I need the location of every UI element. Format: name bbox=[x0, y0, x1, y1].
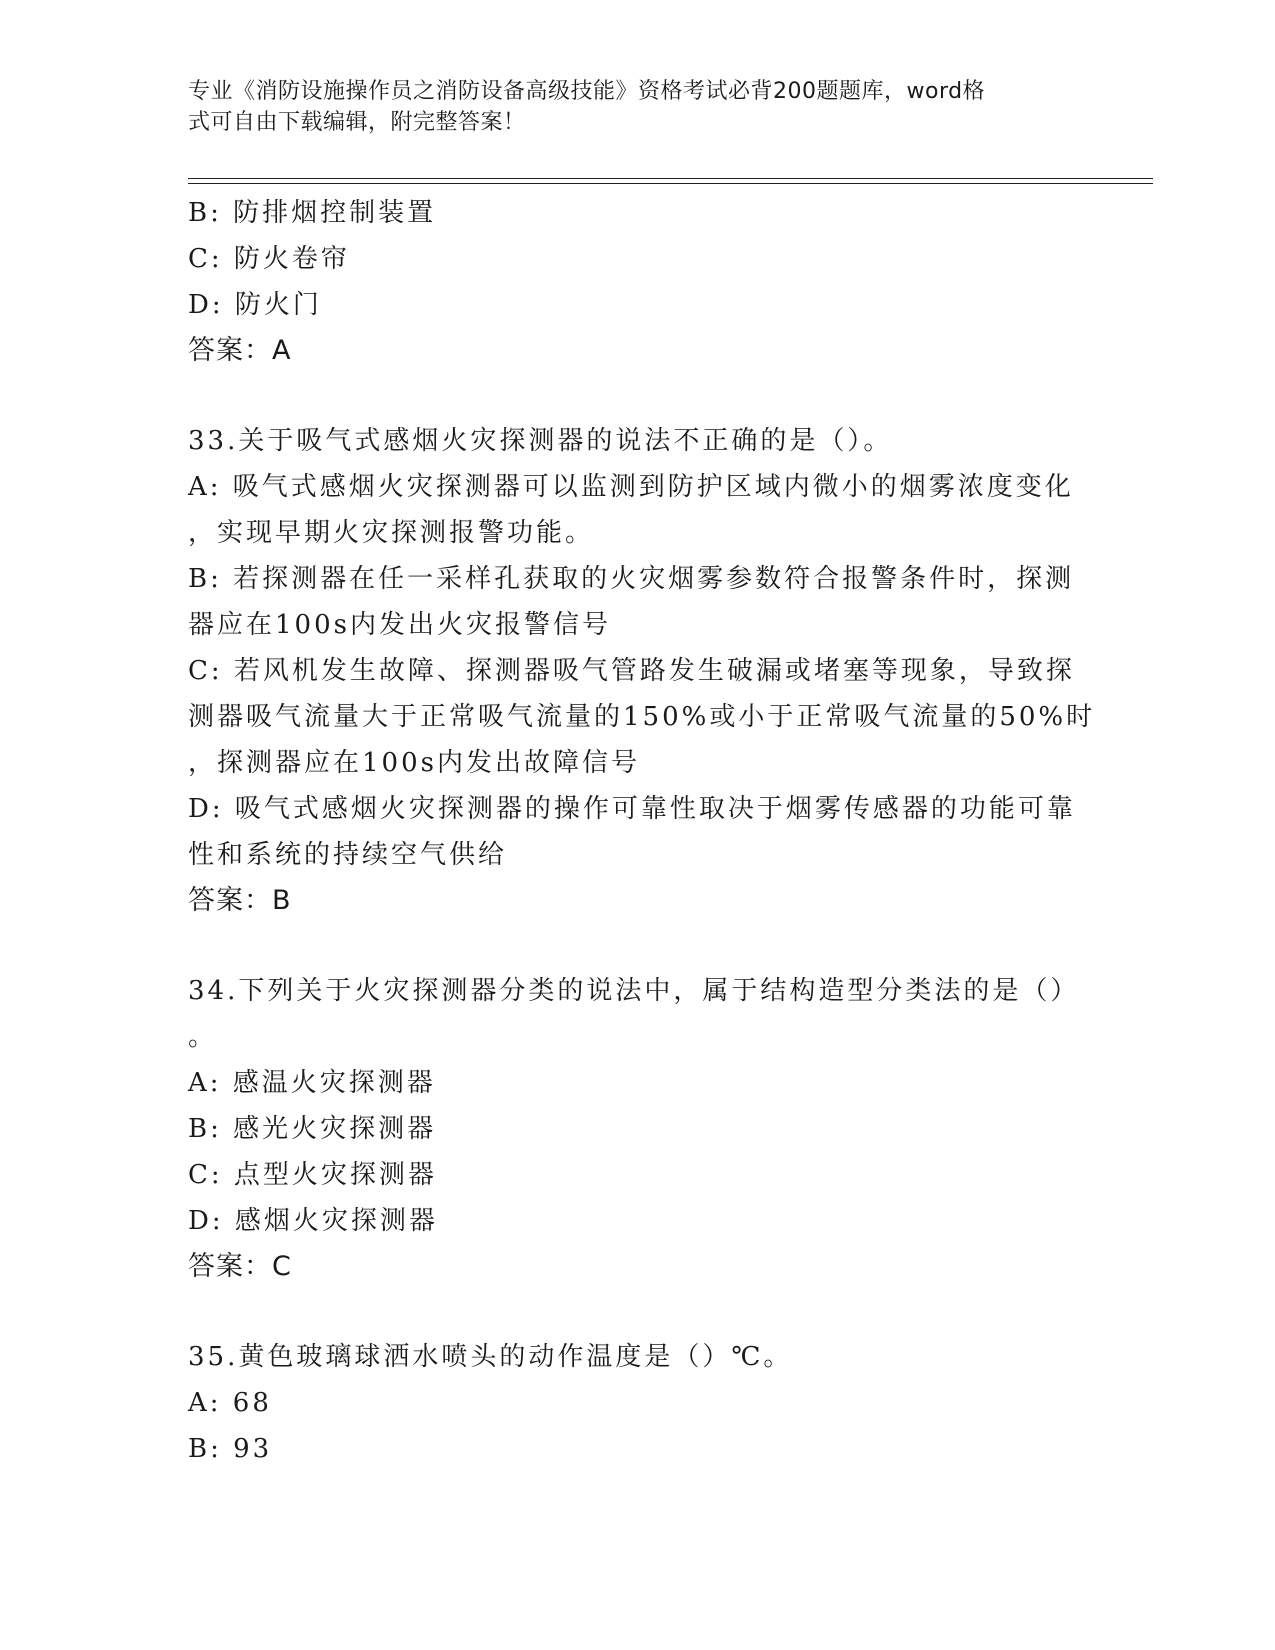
question-list bbox=[188, 190, 1096, 1472]
header-line-1: 专业《消防设施操作员之消防设备高级技能》资格考试必背200题题库，word格 bbox=[188, 79, 986, 104]
option-d: D: 感烟火灾探测器 bbox=[188, 1206, 438, 1236]
option-c: C: 点型火灾探测器 bbox=[188, 1160, 437, 1190]
option-c-continued-2: ，探测器应在100s内发出故障信号 bbox=[188, 748, 640, 778]
question-block-34 bbox=[188, 968, 1078, 1290]
spacer bbox=[188, 374, 1078, 418]
question-block-33 bbox=[188, 418, 1096, 924]
spacer bbox=[188, 1290, 1078, 1334]
option-d: D: 防火门 bbox=[188, 290, 322, 320]
option-a-continued: ，实现早期火灾探测报警功能。 bbox=[188, 518, 595, 548]
header-line-2: 式可自由下载编辑，附完整答案！ bbox=[188, 110, 526, 135]
option-b: B: 若探测器在任一采样孔获取的火灾烟雾参数符合报警条件时，探测 bbox=[188, 564, 1075, 594]
question-stem: 33.关于吸气式感烟火灾探测器的说法不正确的是（）。 bbox=[188, 426, 893, 456]
question-block-32 bbox=[188, 190, 1078, 374]
answer-line: 答案：C bbox=[188, 1251, 292, 1282]
question-stem: 35.黄色玻璃球洒水喷头的动作温度是（）℃。 bbox=[188, 1342, 793, 1372]
question-block-35 bbox=[188, 1334, 1078, 1472]
header-divider-top bbox=[188, 178, 1153, 179]
option-c-continued: 测器吸气流量大于正常吸气流量的150%或小于正常吸气流量的50%时 bbox=[188, 702, 1096, 732]
option-a: A: 68 bbox=[188, 1388, 272, 1418]
question-stem-continued: 。 bbox=[188, 1022, 218, 1052]
option-c: C: 若风机发生故障、探测器吸气管路发生破漏或堵塞等现象，导致探 bbox=[188, 656, 1075, 686]
option-d: D: 吸气式感烟火灾探测器的操作可靠性取决于烟雾传感器的功能可靠 bbox=[188, 794, 1076, 824]
answer-line: 答案：A bbox=[188, 335, 292, 366]
document-header bbox=[188, 76, 1068, 138]
option-b-continued: 器应在100s内发出火灾报警信号 bbox=[188, 610, 611, 640]
option-b: B: 93 bbox=[188, 1434, 273, 1464]
option-a: A: 吸气式感烟火灾探测器可以监测到防护区域内微小的烟雾浓度变化 bbox=[188, 472, 1074, 502]
spacer bbox=[188, 924, 1078, 968]
option-b: B: 感光火灾探测器 bbox=[188, 1114, 437, 1144]
option-b: B: 防排烟控制装置 bbox=[188, 198, 437, 228]
answer-line: 答案：B bbox=[188, 885, 292, 916]
question-stem: 34.下列关于火灾探测器分类的说法中，属于结构造型分类法的是（） bbox=[188, 976, 1080, 1006]
option-a: A: 感温火灾探测器 bbox=[188, 1068, 436, 1098]
header-divider-bottom bbox=[188, 183, 1153, 184]
option-c: C: 防火卷帘 bbox=[188, 244, 350, 274]
option-d-continued: 性和系统的持续空气供给 bbox=[188, 840, 508, 870]
